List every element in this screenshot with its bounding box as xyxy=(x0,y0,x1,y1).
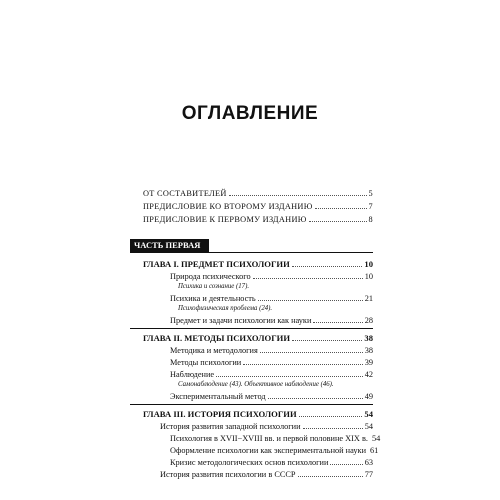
toc-entry-label: История развития психологии в СССР xyxy=(160,470,296,479)
toc-entry-label: Экспериментальный метод xyxy=(170,392,266,401)
dot-leader xyxy=(260,345,363,353)
toc-page-number: 39 xyxy=(364,358,373,367)
toc-page-number: 10 xyxy=(364,272,373,281)
dot-leader xyxy=(292,259,363,267)
toc-page-number: 61 xyxy=(370,446,379,455)
chapter-title: ГЛАВА III. ИСТОРИЯ ПСИХОЛОГИИ xyxy=(143,409,297,419)
toc-page-number: 54 xyxy=(364,422,373,431)
toc-entry-experimental-method[interactable] xyxy=(170,391,373,402)
chapter-title: ГЛАВА I. ПРЕДМЕТ ПСИХОЛОГИИ xyxy=(143,259,290,269)
toc-page-number: 42 xyxy=(364,370,373,379)
toc-entry-label: Психология в XVII−XVIII вв. и первой половине XIX в. xyxy=(170,434,368,443)
toc-chapter-1[interactable] xyxy=(143,259,373,270)
dot-leader xyxy=(258,293,363,301)
dot-leader xyxy=(315,201,367,209)
dot-leader xyxy=(292,333,362,341)
toc-chapter-2[interactable] xyxy=(143,333,373,344)
toc-entry-label: Предмет и задачи психологии как науки xyxy=(170,316,312,325)
toc-entry-from-compilers[interactable] xyxy=(143,188,373,199)
toc-entry-label: Природа психического xyxy=(170,272,251,281)
toc-subtopics: Самонаблюдение (43). Объективное наблюдение (46). xyxy=(178,381,334,388)
toc-entry-label: ПРЕДИСЛОВИЕ КО ВТОРОМУ ИЗДАНИЮ xyxy=(143,202,313,211)
dot-leader xyxy=(303,421,363,429)
chapter-divider xyxy=(130,404,373,405)
chapter-divider xyxy=(130,328,373,329)
toc-entry-observation[interactable] xyxy=(170,369,373,380)
toc-page-number: 5 xyxy=(368,189,373,198)
dot-leader xyxy=(216,369,363,377)
toc-entry-label: Кризис методологических основ психологии xyxy=(170,458,329,467)
toc-page-number: 10 xyxy=(364,259,373,269)
dot-leader xyxy=(298,469,363,477)
part-heading: ЧАСТЬ ПЕРВАЯ xyxy=(130,239,209,252)
toc-page-number: 38 xyxy=(364,333,373,343)
toc-entry-western-history[interactable] xyxy=(160,421,373,432)
dot-leader xyxy=(313,315,362,323)
toc-entry-ussr-history[interactable] xyxy=(160,469,373,480)
toc-entry-label: ОТ СОСТАВИТЕЛЕЙ xyxy=(143,189,227,198)
dot-leader xyxy=(253,271,363,279)
dot-leader xyxy=(268,391,363,399)
toc-entry-preface-second-edition[interactable] xyxy=(143,201,373,212)
dot-leader xyxy=(229,188,367,196)
toc-entry-17-19-centuries[interactable] xyxy=(170,433,381,444)
toc-entry-label: ПРЕДИСЛОВИЕ К ПЕРВОМУ ИЗДАНИЮ xyxy=(143,215,307,224)
toc-entry-methodics-and-methodology[interactable] xyxy=(170,345,373,356)
toc-entry-label: Оформление психологии как экспериментальной науки xyxy=(170,446,367,455)
toc-entry-subject-and-tasks[interactable] xyxy=(170,315,373,326)
toc-entry-label: Методика и методология xyxy=(170,346,258,355)
toc-entry-psyche-and-activity[interactable] xyxy=(170,293,373,304)
page-title: ОГЛАВЛЕНИЕ xyxy=(181,103,319,124)
dot-leader xyxy=(243,357,362,365)
toc-page-number: 21 xyxy=(364,294,373,303)
toc-page-number: 38 xyxy=(364,346,373,355)
toc-chapter-3[interactable] xyxy=(143,409,373,420)
toc-entry-methods[interactable] xyxy=(170,357,373,368)
toc-page-number: 28 xyxy=(364,316,373,325)
toc-page-number: 54 xyxy=(371,434,381,443)
toc-page-number: 8 xyxy=(368,215,373,224)
toc-entry-label: Наблюдение xyxy=(170,370,215,379)
toc-entry-preface-first-edition[interactable] xyxy=(143,214,373,225)
toc-page-number: 77 xyxy=(364,470,373,479)
toc-entry-label: История развития западной психологии xyxy=(160,422,301,431)
toc-page-number: 63 xyxy=(364,458,373,467)
part-divider xyxy=(130,252,373,253)
dot-leader xyxy=(309,214,367,222)
toc-entry-experimental-science[interactable] xyxy=(170,445,379,456)
toc-subtopics: Психика и сознание (17). xyxy=(178,283,250,290)
chapter-title: ГЛАВА II. МЕТОДЫ ПСИХОЛОГИИ xyxy=(143,333,291,343)
toc-subtopics: Психофизическая проблема (24). xyxy=(178,305,273,312)
toc-page-number: 54 xyxy=(364,409,373,419)
toc-page-number: 49 xyxy=(364,392,373,401)
dot-leader xyxy=(299,409,363,417)
toc-entry-label: Психика и деятельность xyxy=(170,294,256,303)
toc-page-number: 7 xyxy=(368,202,373,211)
dot-leader xyxy=(330,457,362,465)
toc-entry-crisis[interactable] xyxy=(170,457,373,468)
toc-entry-nature-of-psyche[interactable] xyxy=(170,271,373,282)
toc-entry-label: Методы психологии xyxy=(170,358,242,367)
